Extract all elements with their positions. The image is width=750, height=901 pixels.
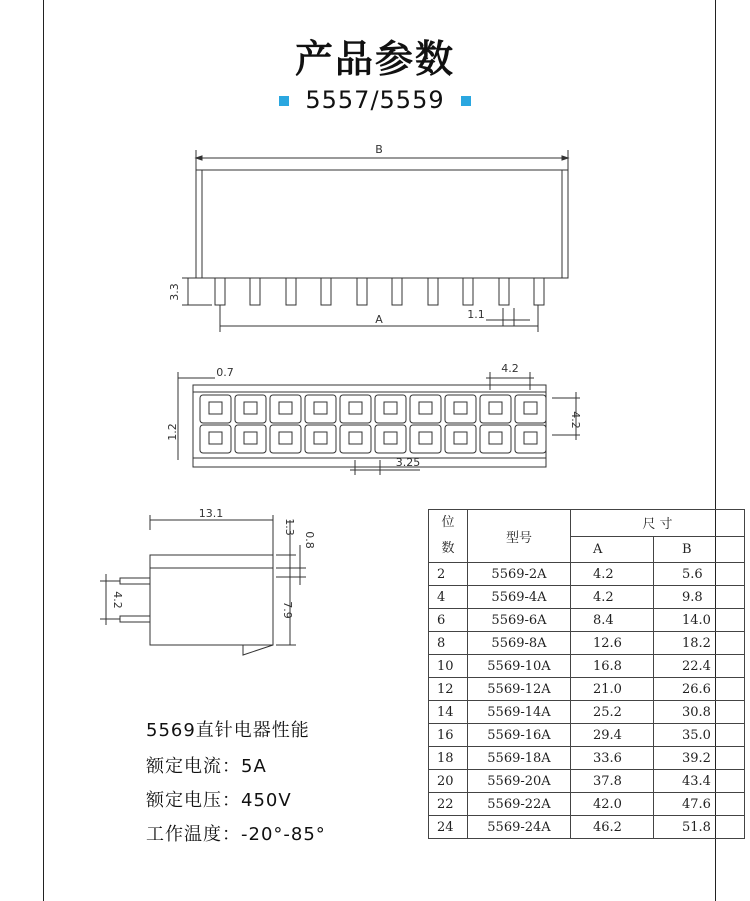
dim-end-width-label: 13.1 (198, 507, 224, 520)
dim-pin-width-label: 1.1 (467, 308, 485, 321)
table-row (429, 655, 745, 678)
top-view (178, 372, 580, 475)
b-cell: 51.8 (654, 816, 745, 839)
a-cell: 42.0 (571, 793, 654, 816)
b-cell: 26.6 (654, 678, 745, 701)
b-cell: 18.2 (654, 632, 745, 655)
side-view (182, 150, 568, 332)
model-header: 型号 (468, 510, 571, 563)
dim-top-0-7-label: 0.7 (216, 366, 234, 379)
a-header: A (571, 536, 654, 563)
position-cell: 24 (429, 816, 468, 839)
position-cell: 20 (429, 770, 468, 793)
page-title: 产品参数 (294, 37, 455, 81)
position-cell: 8 (429, 632, 468, 655)
table-row (429, 724, 745, 747)
rated-current: 额定电流：5A (146, 756, 267, 777)
model-cell: 5569-16A (468, 724, 571, 747)
dim-top-row-pitch-label: 4.2 (569, 411, 582, 429)
a-cell: 12.6 (571, 632, 654, 655)
dim-pin-height-label: 3.3 (168, 283, 181, 301)
table-row (429, 678, 745, 701)
position-cell: 6 (429, 609, 468, 632)
model-cell: 5569-22A (468, 793, 571, 816)
dim-top-pitch-label: 4.2 (501, 362, 519, 375)
table-row (429, 609, 745, 632)
a-cell: 16.8 (571, 655, 654, 678)
a-cell: 4.2 (571, 586, 654, 609)
b-cell: 39.2 (654, 747, 745, 770)
model-cell: 5569-8A (468, 632, 571, 655)
dim-end-4-2-label: 4.2 (111, 591, 124, 609)
dim-top-1-2-label: 1.2 (166, 423, 179, 441)
table-row (429, 632, 745, 655)
dim-a-label: A (375, 313, 383, 326)
a-cell: 25.2 (571, 701, 654, 724)
size-header: 尺 寸 (571, 510, 745, 537)
model-cell: 5569-10A (468, 655, 571, 678)
position-cell: 16 (429, 724, 468, 747)
model-cell: 5569-14A (468, 701, 571, 724)
a-cell: 33.6 (571, 747, 654, 770)
rated-voltage: 额定电压：450V (146, 790, 292, 811)
side-view-pins (215, 278, 544, 305)
position-cell: 10 (429, 655, 468, 678)
position-cell: 22 (429, 793, 468, 816)
operating-temperature: 工作温度：-20°-85° (146, 824, 326, 845)
position-cell: 12 (429, 678, 468, 701)
a-cell: 37.8 (571, 770, 654, 793)
a-cell: 4.2 (571, 563, 654, 586)
b-cell: 47.6 (654, 793, 745, 816)
position-header-bottom: 数 (441, 541, 455, 556)
a-cell: 21.0 (571, 678, 654, 701)
position-cell: 4 (429, 586, 468, 609)
b-cell: 14.0 (654, 609, 745, 632)
dim-end-7-9-label: 7.9 (281, 601, 294, 619)
b-cell: 22.4 (654, 655, 745, 678)
table-row (429, 793, 745, 816)
end-view (100, 515, 306, 655)
performance-heading: 5569直针电器性能 (146, 720, 310, 741)
dim-end-1-3-label: 1.3 (283, 518, 296, 536)
position-header-top: 位 (441, 515, 455, 530)
subtitle-text: 5557/5559 (305, 86, 445, 114)
model-cell: 5569-12A (468, 678, 571, 701)
b-header: B (654, 536, 745, 563)
b-cell: 30.8 (654, 701, 745, 724)
top-view-cells (200, 395, 546, 453)
position-header (429, 510, 468, 563)
position-cell: 2 (429, 563, 468, 586)
b-cell: 5.6 (654, 563, 745, 586)
a-cell: 46.2 (571, 816, 654, 839)
table-header-row (429, 510, 745, 537)
model-cell: 5569-20A (468, 770, 571, 793)
model-cell: 5569-4A (468, 586, 571, 609)
table-row (429, 586, 745, 609)
dim-b-label: B (375, 143, 383, 156)
table-row (429, 770, 745, 793)
model-cell: 5569-2A (468, 563, 571, 586)
table-row (429, 816, 745, 839)
table-row (429, 747, 745, 770)
model-cell: 5569-24A (468, 816, 571, 839)
table-row (429, 563, 745, 586)
a-cell: 8.4 (571, 609, 654, 632)
model-cell: 5569-6A (468, 609, 571, 632)
model-cell: 5569-18A (468, 747, 571, 770)
b-cell: 9.8 (654, 586, 745, 609)
dim-top-3-25-label: 3.25 (395, 456, 421, 469)
b-cell: 35.0 (654, 724, 745, 747)
a-cell: 29.4 (571, 724, 654, 747)
b-cell: 43.4 (654, 770, 745, 793)
table-row (429, 701, 745, 724)
dim-end-0-8-label: 0.8 (303, 531, 316, 549)
position-cell: 18 (429, 747, 468, 770)
spec-table (428, 509, 745, 839)
position-cell: 14 (429, 701, 468, 724)
